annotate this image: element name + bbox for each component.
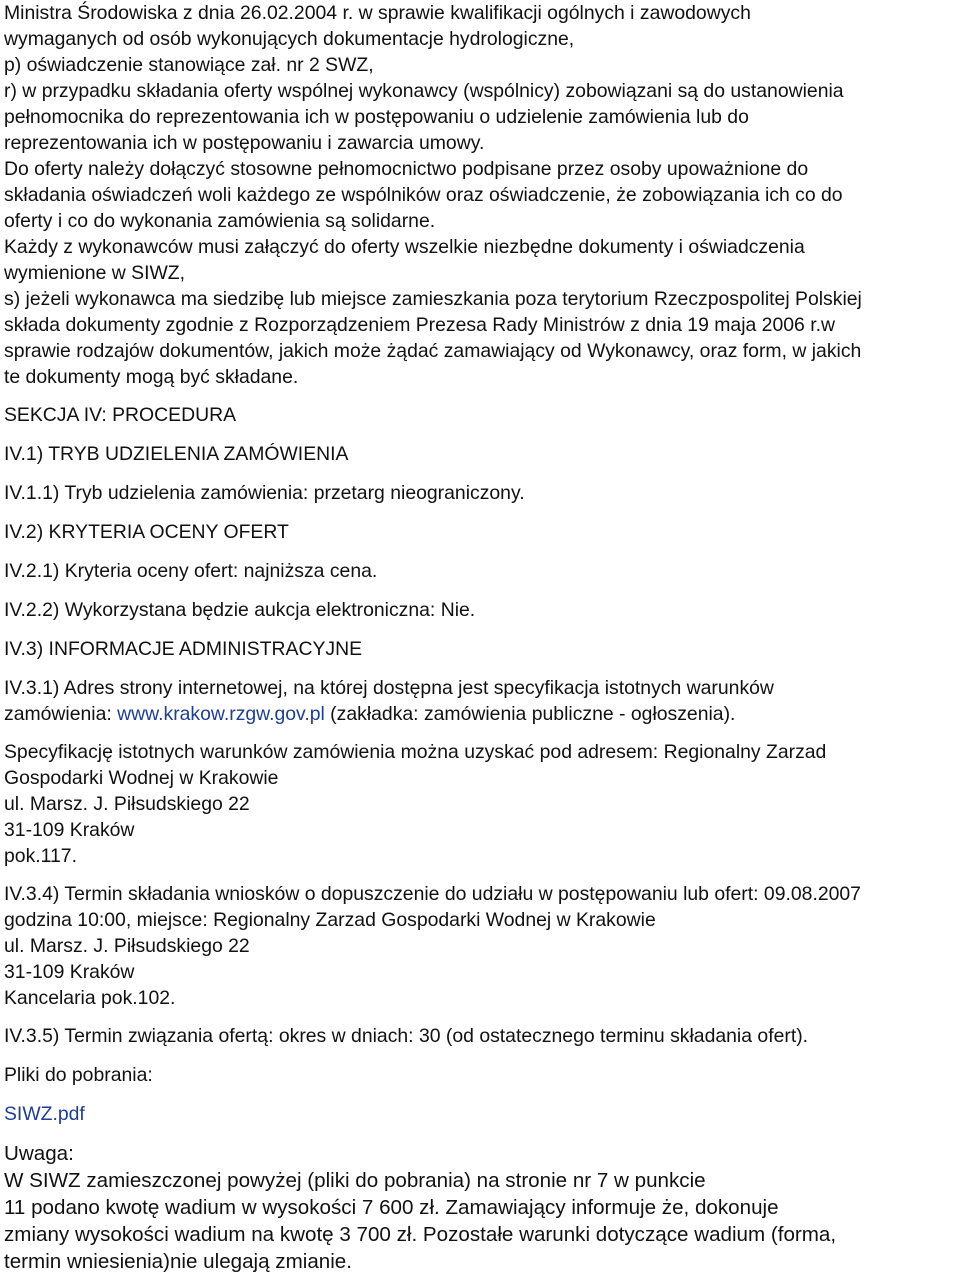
text-line: Specyfikację istotnych warunków zamówienia można uzyskać pod adresem: Regionalny Zarzad [4, 741, 827, 763]
iv21-kryteria: IV.2.1) Kryteria oceny ofert: najniższa cena. [4, 560, 378, 582]
text-line: ul. Marsz. J. Piłsudskiego 22 [4, 793, 250, 815]
section-iv-heading: SEKCJA IV: PROCEDURA [4, 404, 237, 426]
text-line: reprezentowania ich w postępowaniu i zawarcia umowy. [4, 132, 485, 154]
text-line: te dokumenty mogą być składane. [4, 366, 299, 388]
text-line [4, 701, 956, 727]
text-line: pełnomocnika do reprezentowania ich w postępowaniu o udzielenie zamówienia lub do [4, 106, 749, 128]
spec-address [4, 739, 956, 869]
text-line: s) jeżeli wykonawca ma siedzibę lub miejsce zamieszkania poza terytorium Rzeczpospolitej Polskiej [4, 288, 862, 310]
text-line: oferty i co do wykonania zamówienia są solidarne. [4, 210, 436, 232]
iv11-tryb: IV.1.1) Tryb udzielenia zamówienia: przetarg nieograniczony. [4, 482, 525, 504]
text-line: Każdy z wykonawców musi załączyć do oferty wszelkie niezbędne dokumenty i oświadczenia [4, 236, 805, 258]
iv31-address [4, 675, 956, 727]
text-line: składania oświadczeń woli każdego ze wspólników oraz oświadczenie, że zobowiązania ich co do [4, 184, 843, 206]
siwz-pdf-link[interactable]: SIWZ.pdf [4, 1103, 85, 1125]
intro-text [4, 0, 956, 78]
iv35-termin-zwiazania: IV.3.5) Termin związania ofertą: okres w dniach: 30 (od ostatecznego terminu składania ofert). [4, 1025, 809, 1047]
text-line: W SIWZ zamieszczonej powyżej (pliki do pobrania) na stronie nr 7 w punkcie [4, 1169, 706, 1192]
text-line: Do oferty należy dołączyć stosowne pełnomocnictwo podpisane przez osoby upoważnione do [4, 158, 809, 180]
paragraph-kazdy [4, 234, 956, 286]
text-line: 11 podano kwotę wadium w wysokości 7 600 zł. Zamawiający informuje że, dokonuje [4, 1196, 779, 1219]
iv31-suffix: (zakładka: zamówienia publiczne - ogłoszenia). [324, 703, 736, 725]
iv2-heading: IV.2) KRYTERIA OCENY OFERT [4, 521, 289, 543]
text-line: wymienione w SIWZ, [4, 262, 186, 284]
downloads-label: Pliki do pobrania: [4, 1064, 153, 1086]
paragraph-pelnomocnictwo [4, 156, 956, 234]
text-line: termin wniesienia)nie ulegają zmianie. [4, 1250, 352, 1273]
iv22-aukcja: IV.2.2) Wykorzystana będzie aukcja elektroniczna: Nie. [4, 599, 476, 621]
text-line: Kancelaria pok.102. [4, 987, 176, 1009]
text-line: godzina 10:00, miejsce: Regionalny Zarzad Gospodarki Wodnej w Krakowie [4, 909, 656, 931]
text-line: r) w przypadku składania oferty wspólnej wykonawcy (wspólnicy) zobowiązani są do ustanowienia [4, 80, 844, 102]
paragraph-s [4, 286, 956, 390]
text-line: Ministra Środowiska z dnia 26.02.2004 r. w sprawie kwalifikacji ogólnych i zawodowych [4, 2, 751, 24]
text-line: sprawie rodzajów dokumentów, jakich może żądać zamawiający od Wykonawcy, oraz form, w jakich [4, 340, 862, 362]
iv31-prefix: zamówienia: [4, 703, 118, 725]
text-line: Gospodarki Wodnej w Krakowie [4, 767, 279, 789]
text-line: 31-109 Kraków [4, 961, 135, 983]
text-line: ul. Marsz. J. Piłsudskiego 22 [4, 935, 250, 957]
iv1-heading: IV.1) TRYB UDZIELENIA ZAMÓWIENIA [4, 443, 349, 465]
note-title: Uwaga: [4, 1142, 74, 1165]
text-line: zmiany wysokości wadium na kwotę 3 700 zł. Pozostałe warunki dotyczące wadium (forma, [4, 1223, 837, 1246]
website-link[interactable]: www.krakow.rzgw.gov.pl [117, 703, 325, 725]
text-line: składa dokumenty zgodnie z Rozporządzeniem Prezesa Rady Ministrów z dnia 19 maja 2006 r.w [4, 314, 835, 336]
note-block [4, 1140, 956, 1275]
text-line: 31-109 Kraków [4, 819, 135, 841]
text-line: wymaganych od osób wykonujących dokumentacje hydrologiczne, [4, 28, 575, 50]
text-line: IV.3.1) Adres strony internetowej, na której dostępna jest specyfikacja istotnych warunków [4, 677, 774, 699]
text-line: IV.3.4) Termin składania wniosków o dopuszczenie do udziału w postępowaniu lub ofert: 09.08.2007 [4, 883, 861, 905]
iv34-termin [4, 881, 956, 1011]
paragraph-r [4, 78, 956, 156]
iv3-heading: IV.3) INFORMACJE ADMINISTRACYJNE [4, 638, 363, 660]
text-line: p) oświadczenie stanowiące zał. nr 2 SWZ, [4, 54, 374, 76]
text-line: pok.117. [4, 845, 77, 867]
